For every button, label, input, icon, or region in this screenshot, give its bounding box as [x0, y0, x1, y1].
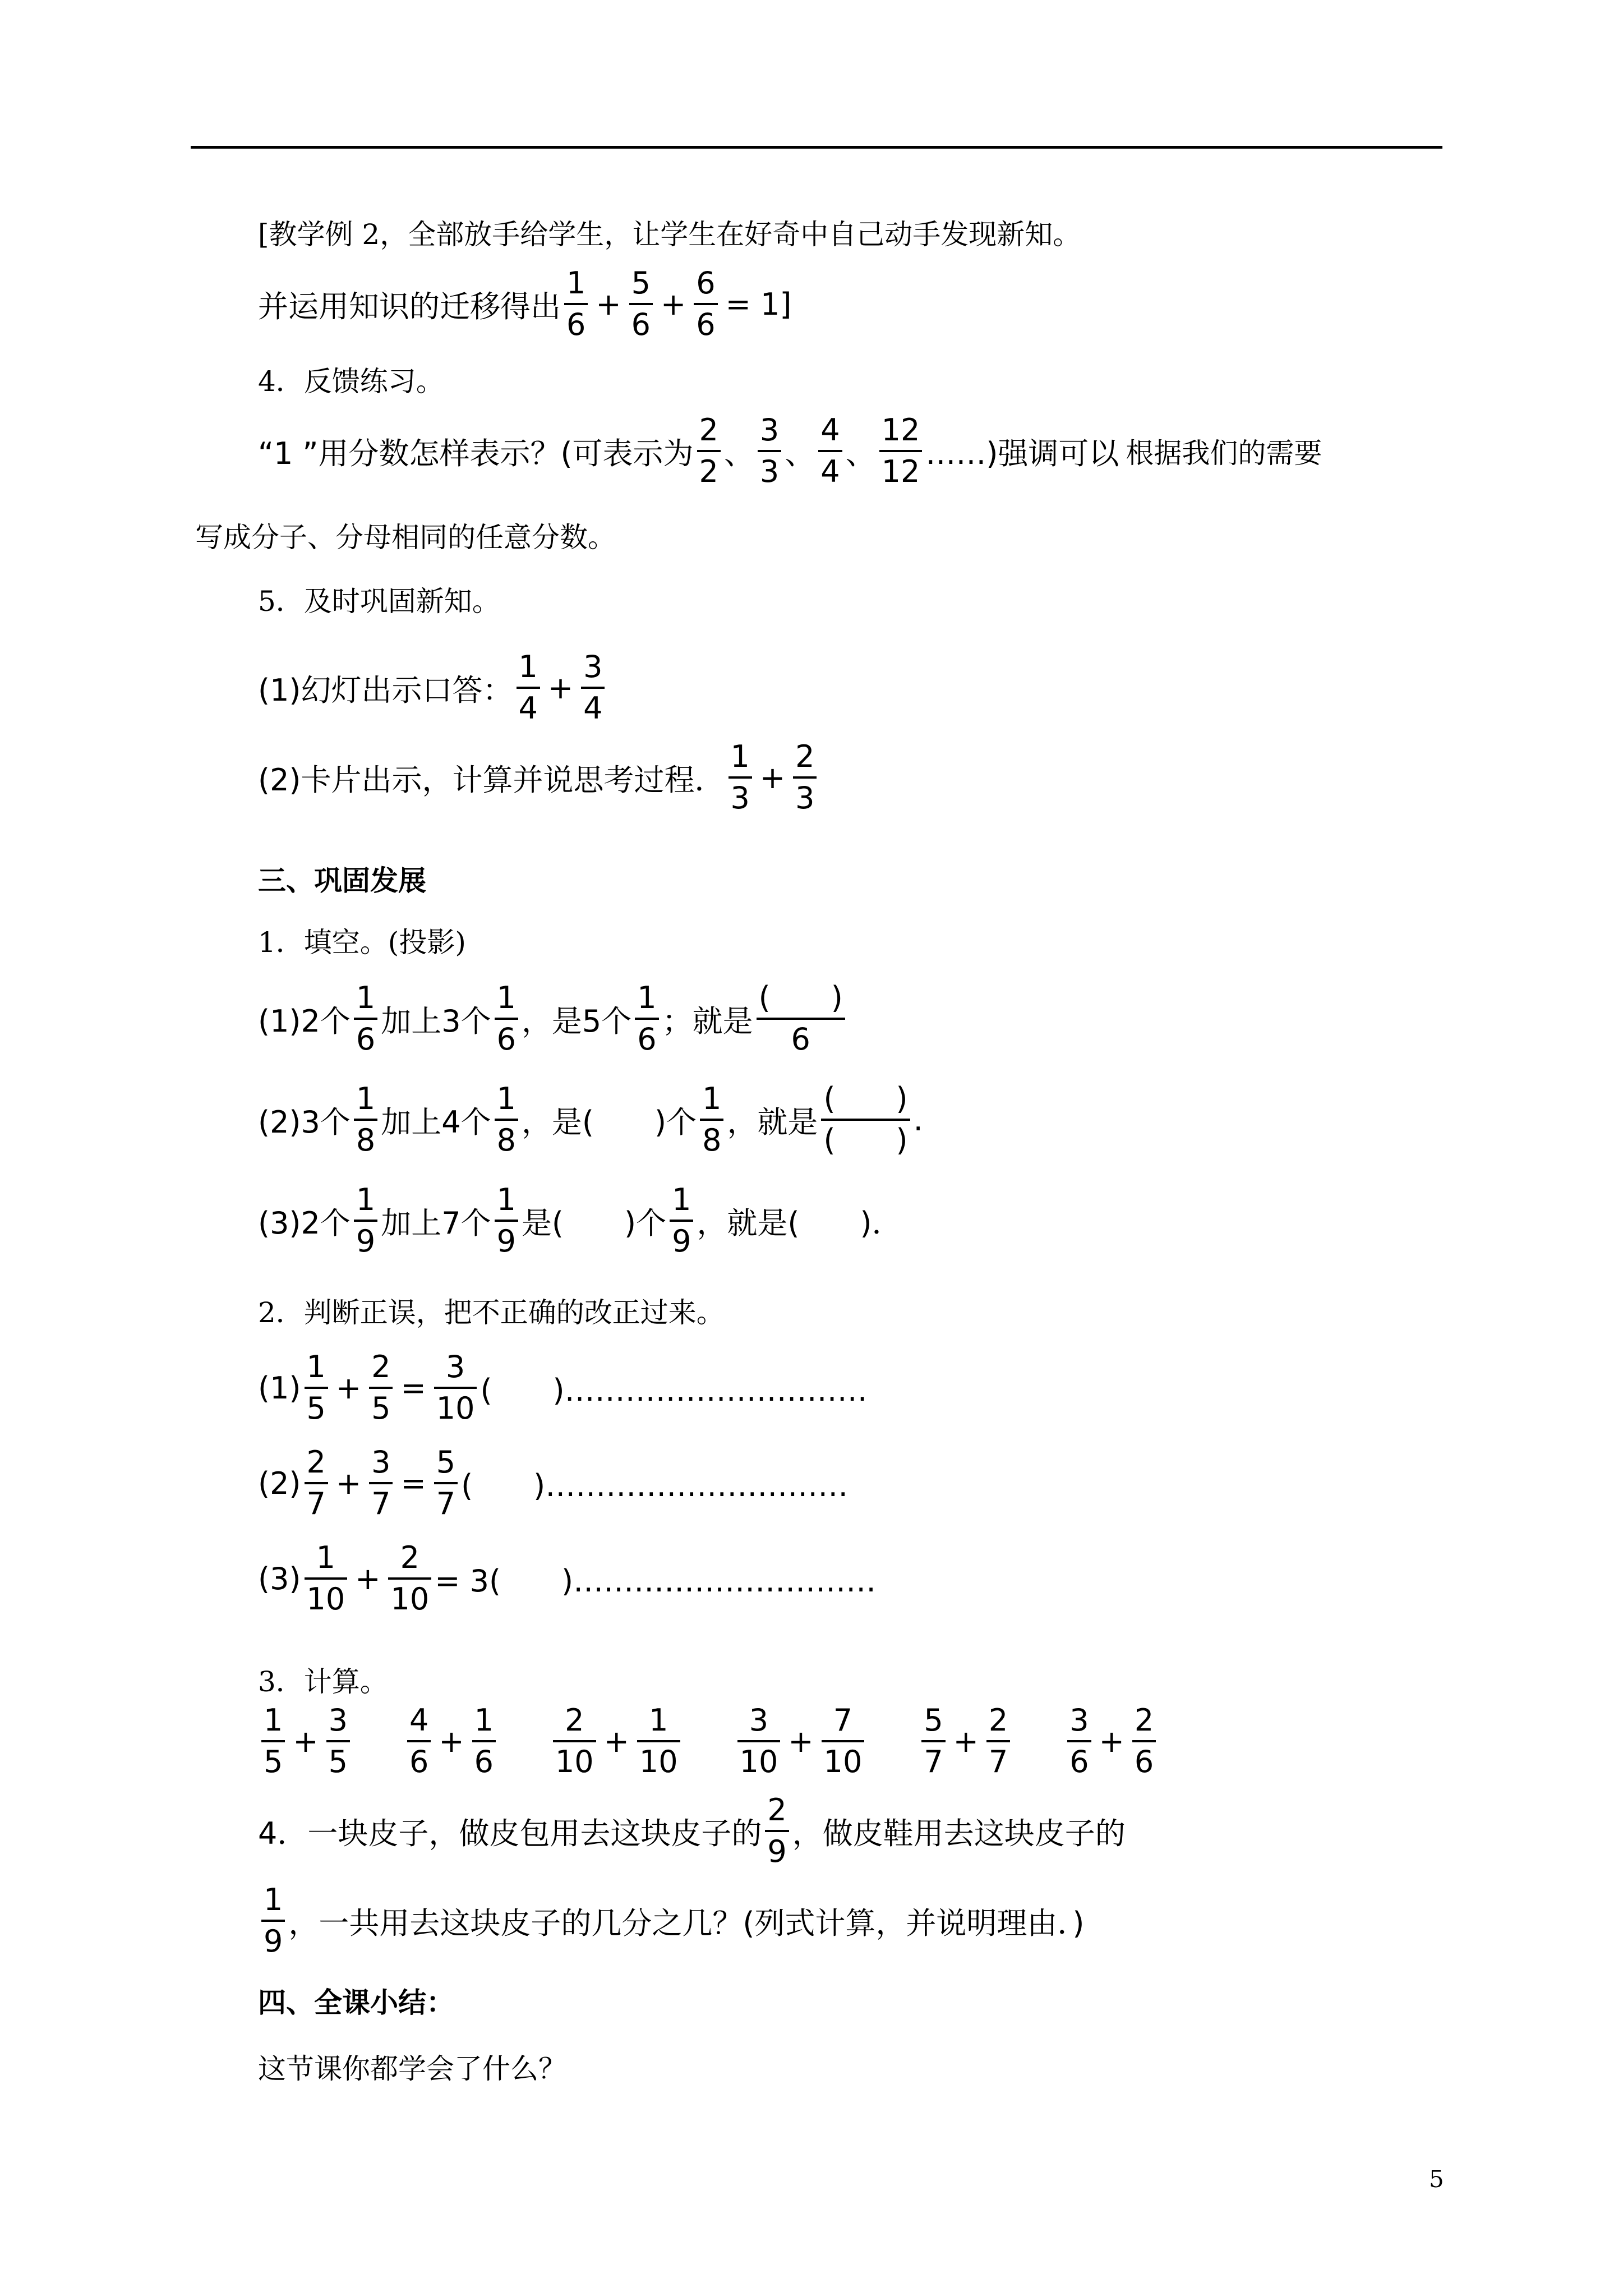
denominator: 8	[496, 1122, 516, 1158]
numerator: 1	[649, 1703, 668, 1738]
judge-tail: = 3( )…………………………	[435, 1563, 877, 1599]
denominator: 6	[496, 1022, 516, 1057]
plus-sign: +	[335, 1370, 362, 1406]
fill1-part2: 加上3个	[381, 1003, 491, 1039]
calc-expression	[404, 1705, 499, 1777]
denominator: 3	[730, 780, 750, 816]
q1-prefix: (1)幻灯出示口答：	[258, 672, 513, 708]
fraction	[629, 265, 653, 342]
numerator: 2	[565, 1703, 584, 1738]
plus-sign: +	[660, 286, 686, 322]
denominator: 10	[555, 1744, 594, 1779]
denominator: 4	[518, 691, 538, 726]
transfer-equation-line	[258, 265, 796, 342]
denominator: 5	[264, 1744, 283, 1779]
denominator: 3	[759, 454, 780, 489]
denominator: 10	[390, 1581, 430, 1617]
consolidate-text: 5．及时巩固新知。	[258, 585, 500, 618]
fraction	[822, 1705, 865, 1777]
denominator: 5	[371, 1391, 391, 1426]
fraction	[434, 1349, 477, 1426]
fraction	[472, 1705, 496, 1777]
calc-expression	[918, 1705, 1013, 1777]
numerator: 1	[730, 739, 750, 774]
section-heading-3	[258, 858, 426, 899]
denominator: 4	[820, 454, 840, 489]
denominator: 6	[566, 307, 586, 342]
fraction	[728, 739, 752, 816]
one-prefix: “1 ”用分数怎样表示？(可表示为	[258, 435, 694, 471]
fraction	[495, 1182, 518, 1259]
denominator: 9	[356, 1223, 376, 1259]
plus-sign: +	[759, 760, 786, 795]
denominator: 6	[637, 1022, 657, 1057]
judge-item-3	[258, 1540, 877, 1617]
numerator: 1	[496, 980, 516, 1015]
fraction	[879, 412, 923, 489]
transfer-prefix: 并运用知识的迁移得出	[258, 288, 561, 324]
word-problem-line2	[258, 1882, 1085, 1959]
section4-text: 四、全课小结：	[258, 1986, 454, 2019]
numerator: 1	[637, 980, 657, 1015]
numerator: ( )	[758, 980, 843, 1015]
judge-title-text: 2．判断正误，把不正确的改正过来。	[258, 1296, 725, 1329]
denominator: 10	[823, 1744, 863, 1779]
fill-blank-2	[258, 1081, 923, 1158]
one-mid: ……)强调可以	[925, 435, 1119, 471]
separator: 、	[845, 435, 876, 471]
numerator: 1	[474, 1703, 494, 1738]
fraction	[758, 412, 781, 489]
judge-tail: ( )…………………………	[480, 1372, 868, 1408]
fraction	[697, 412, 721, 489]
numerator: 5	[924, 1703, 943, 1738]
fraction	[305, 1444, 328, 1521]
word-part1: 4．一块皮子，做皮包用去这块皮子的	[258, 1815, 762, 1851]
numerator: 3	[1069, 1703, 1089, 1738]
denominator: 7	[371, 1486, 391, 1521]
fraction	[737, 1705, 781, 1777]
fill3-part3: 是( )个	[521, 1205, 667, 1241]
denominator: 6	[1069, 1744, 1089, 1779]
heading-consolidate	[258, 579, 500, 619]
fraction	[637, 1705, 680, 1777]
fraction	[495, 1081, 518, 1158]
denominator: 4	[583, 691, 603, 726]
numerator: 1	[356, 980, 376, 1015]
fraction	[326, 1705, 350, 1777]
denominator: 9	[767, 1834, 787, 1869]
example2-text: [教学例 2，全部放手给学生，让学生在好奇中自己动手发现新知。	[258, 218, 1081, 251]
fraction	[261, 1882, 285, 1959]
one-as-fraction-line	[258, 412, 1322, 489]
numerator: 1	[316, 1540, 336, 1575]
equals-sign: =	[400, 1370, 426, 1406]
denominator: 7	[988, 1744, 1008, 1779]
fraction	[495, 980, 518, 1057]
section3-text: 三、巩固发展	[258, 864, 426, 897]
q2-prefix: (2)卡片出示，计算并说思考过程．	[258, 762, 725, 798]
numerator: 1	[264, 1703, 283, 1738]
numerator: 1	[518, 649, 538, 684]
numerator: 2	[767, 1792, 787, 1828]
numerator: 5	[436, 1444, 456, 1480]
denominator: 9	[672, 1223, 691, 1259]
numerator: 4	[820, 412, 840, 448]
denominator: 8	[356, 1122, 376, 1158]
numerator: 3	[749, 1703, 769, 1738]
one-cont-text: 写成分子、分母相同的任意分数。	[195, 521, 616, 554]
answer-fraction	[757, 980, 845, 1057]
word-problem-line1	[258, 1792, 1126, 1869]
denominator: 8	[702, 1122, 722, 1158]
numerator: 2	[1134, 1703, 1154, 1738]
denominator: 5	[306, 1391, 326, 1426]
numerator: 2	[400, 1540, 419, 1575]
page-number: 5	[1429, 2165, 1444, 2193]
fraction	[553, 1705, 596, 1777]
card-question-line	[258, 739, 820, 816]
fraction	[793, 739, 817, 816]
fraction	[369, 1349, 393, 1426]
denominator: 2	[699, 454, 718, 489]
fraction	[581, 649, 605, 726]
calc-expression	[1064, 1705, 1159, 1777]
plus-sign: +	[335, 1465, 362, 1501]
fill-title-text: 1．填空。(投影)	[258, 926, 466, 959]
calc-title-text: 3．计算。	[258, 1665, 388, 1698]
numerator: 1	[264, 1882, 283, 1917]
calc-expression	[734, 1705, 868, 1777]
fraction	[517, 649, 540, 726]
denominator: 7	[306, 1486, 326, 1521]
fraction	[354, 1081, 377, 1158]
fill-blank-title	[258, 920, 466, 960]
numerator: 2	[988, 1703, 1008, 1738]
denominator: 5	[328, 1744, 348, 1779]
fraction	[305, 1540, 348, 1617]
word-part3: ，一共用去这块皮子的几分之几？(列式计算，并说明理由．)	[288, 1905, 1085, 1941]
fraction	[354, 980, 377, 1057]
fraction	[369, 1444, 393, 1521]
fill-blank-3	[258, 1182, 902, 1259]
section-heading-4	[258, 1980, 454, 2021]
denominator: 6	[409, 1744, 429, 1779]
numerator: 2	[306, 1444, 326, 1480]
denominator: 9	[496, 1223, 516, 1259]
oral-question-line	[258, 649, 608, 726]
fraction	[407, 1705, 431, 1777]
header-rule	[191, 146, 1442, 149]
denominator: 3	[795, 780, 815, 816]
denominator: 10	[639, 1744, 678, 1779]
plus-sign: +	[439, 1723, 464, 1759]
numerator: 2	[371, 1349, 391, 1384]
fraction	[670, 1182, 693, 1259]
fill1-part3: ，是5个	[521, 1003, 632, 1039]
numerator: 7	[833, 1703, 853, 1738]
one-continuation	[195, 515, 616, 555]
fill3-part1: (3)2个	[258, 1205, 351, 1241]
separator: 、	[723, 435, 754, 471]
denominator: 6	[1134, 1744, 1154, 1779]
fill2-part3: ，是( )个	[521, 1104, 697, 1140]
fill-blank-1	[258, 980, 849, 1057]
fraction	[434, 1444, 458, 1521]
numerator: 6	[696, 265, 716, 301]
numerator: 2	[795, 739, 815, 774]
fill1-part1: (1)2个	[258, 1003, 351, 1039]
one-tail: 根据我们的需要	[1126, 437, 1322, 470]
word-part2: ，做皮鞋用去这块皮子的	[792, 1815, 1126, 1851]
plus-sign: +	[355, 1561, 381, 1596]
denominator: 12	[881, 454, 920, 489]
denominator: 7	[924, 1744, 943, 1779]
denominator: 6	[631, 307, 651, 342]
judge-label: (3)	[258, 1561, 301, 1596]
feedback-text: 4．反馈练习。	[258, 365, 444, 398]
fraction	[635, 980, 658, 1057]
judge-item-2	[258, 1444, 849, 1521]
fraction	[818, 412, 842, 489]
fraction	[388, 1540, 431, 1617]
numerator: 1	[672, 1182, 691, 1217]
numerator: 1	[496, 1182, 516, 1217]
plus-sign: +	[1099, 1723, 1124, 1759]
denominator: ( )	[823, 1122, 908, 1158]
numerator: 3	[583, 649, 603, 684]
denominator: 6	[696, 307, 716, 342]
heading-feedback	[258, 359, 444, 399]
numerator: 1	[702, 1081, 722, 1116]
judge-item-1	[258, 1349, 868, 1426]
fraction	[1132, 1705, 1156, 1777]
denominator: 7	[436, 1486, 456, 1521]
calc-expression	[550, 1705, 684, 1777]
text-line-example2	[258, 212, 1081, 252]
fraction	[765, 1792, 789, 1869]
fraction	[354, 1182, 377, 1259]
equals-sign: =	[400, 1465, 426, 1501]
plus-sign: +	[547, 670, 574, 706]
fill2-part2: 加上4个	[381, 1104, 491, 1140]
fill3-part4: ，就是( )．	[697, 1205, 902, 1241]
numerator: 3	[445, 1349, 465, 1384]
summary-question	[258, 2046, 566, 2087]
numerator: 1	[306, 1349, 326, 1384]
denominator: 10	[739, 1744, 778, 1779]
judge-tail: ( )…………………………	[461, 1467, 849, 1503]
plus-sign: +	[603, 1723, 629, 1759]
numerator: 3	[759, 412, 780, 448]
calc-row	[258, 1705, 1159, 1777]
numerator: 12	[881, 412, 920, 448]
separator: 、	[785, 435, 815, 471]
fill2-part4: ，就是	[727, 1104, 818, 1140]
fraction	[694, 265, 717, 342]
numerator: 1	[566, 265, 586, 301]
fraction	[1067, 1705, 1091, 1777]
fill2-end: .	[913, 1102, 923, 1138]
judge-label: (2)	[258, 1465, 301, 1501]
judge-label: (1)	[258, 1370, 301, 1406]
fill2-part1: (2)3个	[258, 1104, 351, 1140]
summary-text: 这节课你都学会了什么？	[258, 2053, 566, 2085]
calc-title	[258, 1659, 388, 1700]
answer-fraction	[821, 1081, 910, 1158]
numerator: 1	[356, 1081, 376, 1116]
denominator: 9	[264, 1924, 283, 1959]
numerator: 1	[496, 1081, 516, 1116]
fraction	[564, 265, 588, 342]
numerator: 3	[371, 1444, 391, 1480]
calc-expression	[258, 1705, 353, 1777]
plus-sign: +	[596, 286, 621, 322]
numerator: 1	[356, 1182, 376, 1217]
numerator: 2	[699, 412, 718, 448]
denominator: 10	[306, 1581, 345, 1617]
numerator: 5	[631, 265, 651, 301]
numerator: 3	[328, 1703, 348, 1738]
plus-sign: +	[293, 1723, 319, 1759]
fill1-part4: ；就是	[662, 1003, 753, 1039]
fraction	[700, 1081, 723, 1158]
denominator: 6	[474, 1744, 494, 1779]
fraction	[921, 1705, 945, 1777]
denominator: 10	[436, 1391, 475, 1426]
denominator: 6	[791, 1022, 810, 1057]
numerator: ( )	[823, 1081, 908, 1116]
numerator: 4	[409, 1703, 429, 1738]
fraction	[261, 1705, 285, 1777]
fraction	[986, 1705, 1010, 1777]
fill3-part2: 加上7个	[381, 1205, 491, 1241]
denominator: 6	[356, 1022, 376, 1057]
plus-sign: +	[953, 1723, 979, 1759]
equation-result: = 1]	[725, 286, 792, 322]
fraction	[305, 1349, 328, 1426]
plus-sign: +	[788, 1723, 814, 1759]
judge-title	[258, 1290, 725, 1331]
